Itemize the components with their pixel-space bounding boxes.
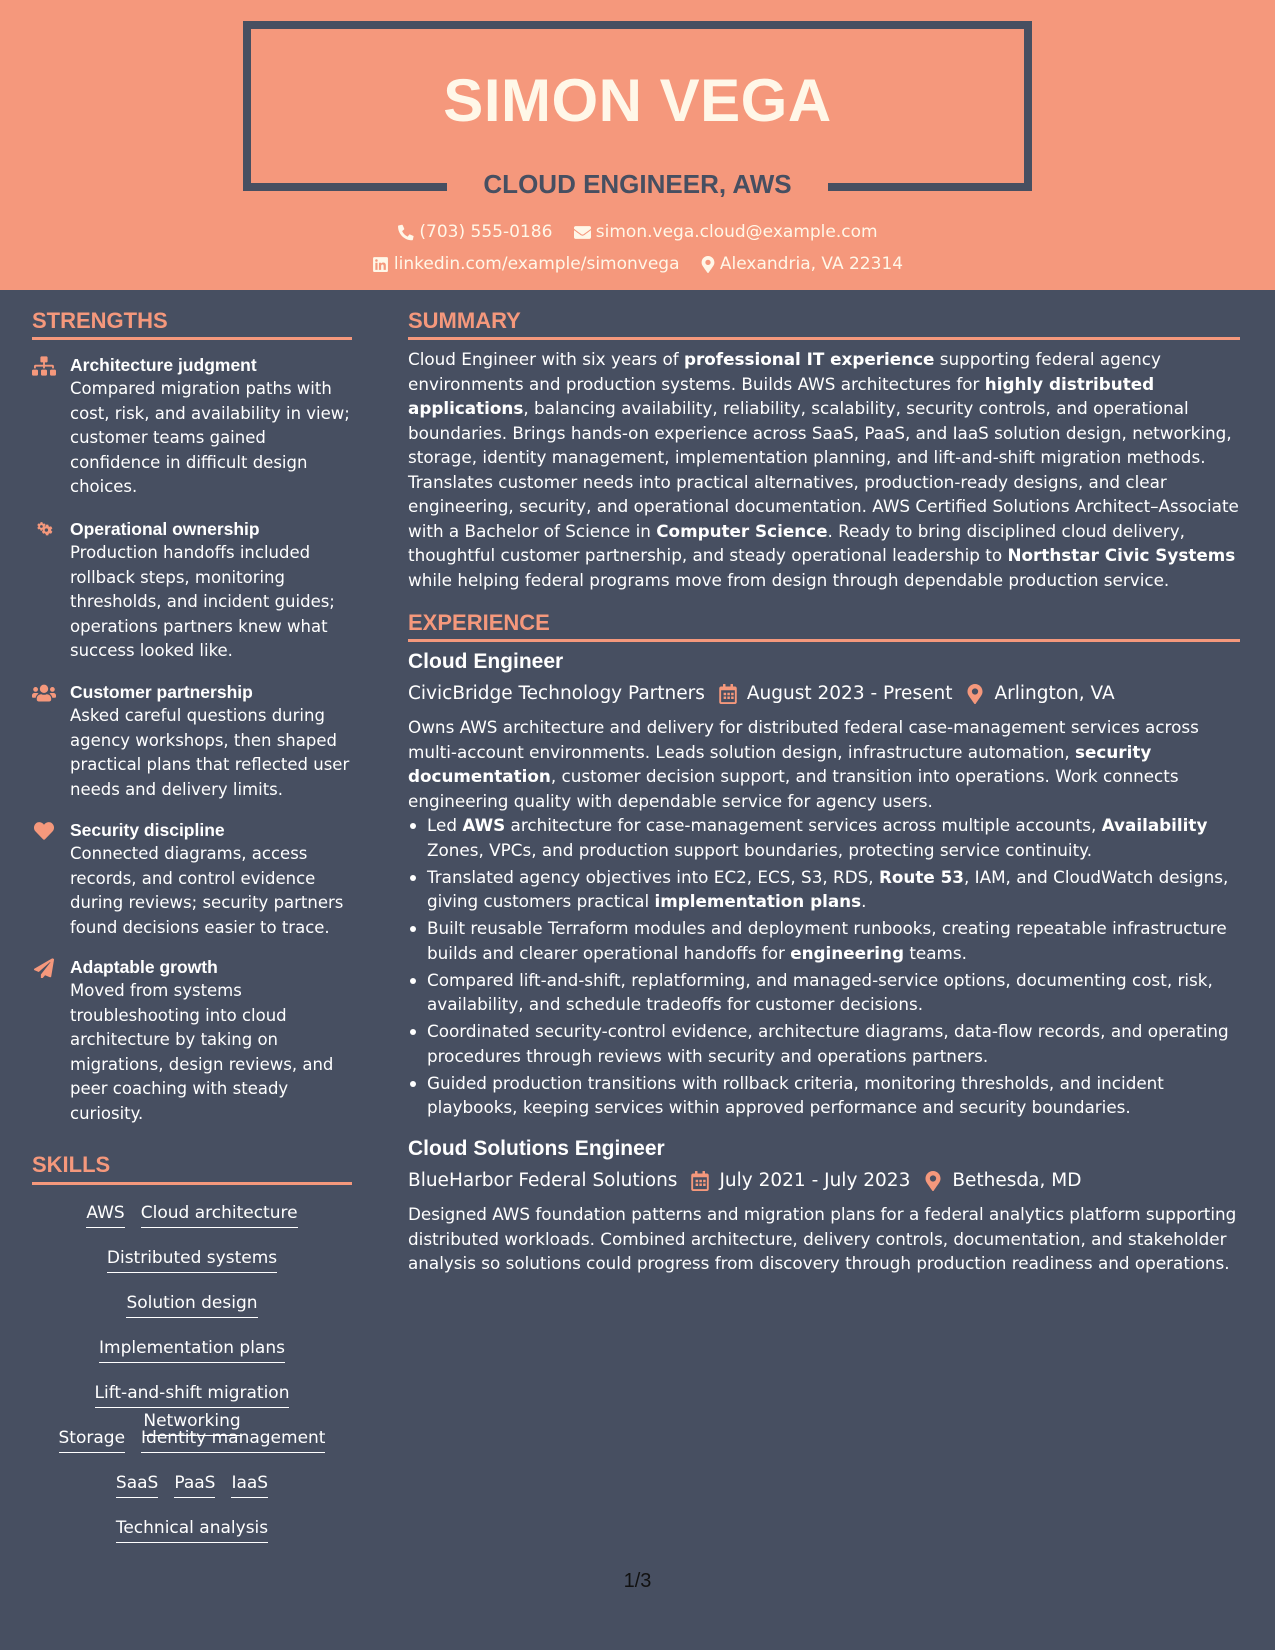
location-text: Alexandria, VA 22314: [719, 254, 904, 274]
bold-text: AWS: [462, 815, 506, 835]
text-run: Compared lift-and-shift, replatforming, and managed-service options, documenting cost, risk, availability, and schedule tradeoffs for customer decisions.: [427, 969, 1213, 1014]
bullet-item: [408, 1071, 1240, 1120]
strength-title: Operational ownership: [70, 519, 260, 539]
strength-desc: Production handoffs included rollback steps, monitoring thresholds, and incident guides; operations partners knew what success looked like.: [70, 543, 335, 660]
job-location: Arlington, VA: [994, 683, 1115, 704]
text-run: . Ready to bring disciplined cloud delivery, thoughtful customer partnership, and steady operational leadership to: [408, 520, 1185, 565]
text-run: architecture for case-management services across multiple accounts,: [505, 815, 1102, 835]
text-run: teams.: [904, 942, 967, 963]
strength-item: [32, 955, 352, 1123]
contact-row-1: [0, 220, 1275, 248]
bold-text: Computer Science: [656, 520, 828, 541]
text-run: Led: [427, 815, 463, 835]
gears-icon: [32, 520, 56, 540]
text-run: Guided production transitions with rollback criteria, monitoring thresholds, and incident playbooks, keeping services within approved performance and security boundaries.: [427, 1072, 1164, 1117]
text-run: , balancing availability, reliability, scalability, security controls, and operational boundaries. Brings hands-on experience across SaaS, PaaS, and IaaS solution design, networking, storage, identity management, implementation planning, and lift-and-shift migration methods. Translates customer needs into practical alternatives, production-ready designs, and clear engineering, security, and operational documentation. AWS Certified Solutions Architect–Associate with a Bachelor of Science in: [408, 398, 1239, 541]
skills-line: [32, 1425, 352, 1453]
bold-text: implementation plans: [654, 891, 862, 911]
strength-title: Architecture judgment: [70, 355, 257, 375]
bold-text: Route 53: [878, 866, 964, 887]
text-run: .: [861, 891, 867, 911]
text-run: supporting federal agency environments and production systems. Builds AWS architectures for: [408, 349, 1161, 394]
contact-row-2: [0, 252, 1275, 280]
skills-rule: [32, 1182, 352, 1185]
skill-tag: Lift-and-shift migration: [95, 1380, 290, 1408]
location-item: [701, 252, 903, 276]
map-marker-icon: [701, 256, 715, 273]
bold-text: Northstar Civic Systems: [1007, 545, 1236, 565]
bold-text: highly distributed applications: [408, 373, 1155, 418]
phone-text: (703) 555-0186: [419, 222, 553, 242]
skill-tag: Cloud architecture: [141, 1200, 298, 1228]
summary-text: [408, 347, 1240, 592]
company-name: CivicBridge Technology Partners: [408, 683, 705, 704]
skills-line: [32, 1200, 352, 1228]
strengths-rule: [32, 337, 352, 340]
candidate-name: SIMON VEGA: [443, 67, 832, 134]
email-item: [574, 220, 878, 244]
calendar-icon: [691, 1171, 709, 1191]
text-run: Owns AWS architecture and delivery for distributed federal case-management services across multi-account environments. Leads solution design, infrastructure automation,: [408, 717, 1199, 762]
strength-item: [32, 818, 352, 937]
text-run: , IAM, and CloudWatch designs, giving customers practical: [427, 866, 1229, 911]
job-dates: July 2021 - July 2023: [719, 1170, 911, 1191]
text-run: Designed AWS foundation patterns and migration plans for a federal analytics platform supporting distributed workloads. Combined architecture, delivery controls, documentation, and stakeholder analysis so solutions could progress from discovery through production readiness and operations.: [408, 1204, 1237, 1273]
heart-icon: [32, 821, 56, 841]
linkedin-text[interactable]: linkedin.com/example/simonvega: [393, 254, 680, 274]
strength-item: [32, 353, 352, 496]
experience-rule: [408, 639, 1240, 642]
text-run: Coordinated security-control evidence, architecture diagrams, data-flow records, and operating procedures through reviews with security and operations partners.: [427, 1021, 1229, 1066]
skill-tag: Technical analysis: [116, 1515, 268, 1543]
strength-desc: Compared migration paths with cost, risk, and availability in view; customer teams gained confidence in difficult design choices.: [70, 379, 350, 496]
sitemap-icon: [32, 356, 56, 376]
job-meta: [408, 680, 1115, 708]
experience-heading: EXPERIENCE: [408, 610, 550, 635]
map-marker-icon: [924, 1171, 942, 1191]
strength-title: Security discipline: [70, 820, 225, 840]
job-title: Cloud Solutions Engineer: [408, 1137, 665, 1160]
job-location: Bethesda, MD: [952, 1170, 1082, 1191]
text-run: Zones, VPCs, and production support boundaries, protecting service continuity.: [427, 839, 1093, 860]
summary-heading: SUMMARY: [408, 308, 521, 333]
skill-tag: Implementation plans: [99, 1335, 285, 1363]
strength-desc: Asked careful questions during agency workshops, then shaped practical plans that reflected user needs and delivery limits.: [70, 706, 350, 799]
skills-line: [32, 1245, 352, 1273]
skills-heading: SKILLS: [32, 1152, 111, 1177]
bold-text: professional IT experience: [683, 349, 935, 369]
skills-line: [32, 1515, 352, 1543]
bullet-item: [408, 865, 1240, 914]
strength-desc: Moved from systems troubleshooting into cloud architecture by taking on migrations, design reviews, and peer coaching with steady curiosity.: [70, 981, 334, 1123]
phone-item: [397, 220, 552, 244]
envelope-icon: [574, 224, 591, 241]
page-number: 1/3: [623, 1570, 652, 1592]
job-title: Cloud Engineer: [408, 650, 564, 673]
bold-text: engineering: [790, 942, 905, 963]
text-run: Built reusable Terraform modules and deployment runbooks, creating repeatable infrastructure builds and clearer operational handoffs for: [427, 918, 1227, 963]
summary-rule: [408, 337, 1240, 340]
text-run: Cloud Engineer with six years of: [408, 349, 684, 369]
skill-tag: Distributed systems: [107, 1245, 277, 1273]
job-meta: [408, 1167, 1081, 1195]
email-text[interactable]: simon.vega.cloud@example.com: [595, 222, 878, 242]
strength-item: [32, 680, 352, 799]
skill-tag: Networking: [143, 1408, 240, 1436]
bullet-item: [408, 968, 1240, 1017]
skills-line: [32, 1290, 352, 1318]
bullet-item: [408, 916, 1240, 965]
strengths-heading: STRENGTHS: [32, 308, 168, 333]
company-name: BlueHarbor Federal Solutions: [408, 1170, 678, 1191]
linkedin-item: [372, 252, 680, 276]
bullet-item: [408, 1019, 1240, 1068]
skills-line: [32, 1470, 352, 1498]
skill-tag: Solution design: [126, 1290, 257, 1318]
strength-title: Adaptable growth: [70, 957, 218, 977]
skills-line: [32, 1335, 352, 1363]
users-icon: [32, 683, 56, 703]
skill-tag: SaaS: [116, 1470, 158, 1498]
strength-desc: Connected diagrams, access records, and control evidence during reviews; security partners found decisions easier to trace.: [70, 844, 344, 937]
text-run: while helping federal programs move from design through dependable production service.: [408, 569, 1170, 590]
map-marker-icon: [966, 684, 984, 704]
strength-item: [32, 517, 352, 660]
skill-tag: Storage: [59, 1425, 126, 1453]
skill-tag: Identity management: [141, 1425, 325, 1453]
job-description: [408, 1202, 1240, 1276]
skill-tag: AWS: [86, 1200, 124, 1228]
header: [0, 0, 1275, 290]
text-run: Translated agency objectives into EC2, ECS, S3, RDS,: [427, 866, 879, 887]
text-run: , customer decision support, and transition into operations. Work connects engineering quality with dependable service for agency users.: [408, 766, 1179, 811]
skill-tag: IaaS: [231, 1470, 268, 1498]
calendar-icon: [719, 684, 737, 704]
bold-text: security documentation: [408, 741, 1152, 786]
job-dates: August 2023 - Present: [746, 683, 953, 704]
job-role: CLOUD ENGINEER, AWS: [447, 160, 828, 210]
bullet-item: [408, 813, 1240, 862]
strength-title: Customer partnership: [70, 682, 253, 702]
paper-plane-icon: [32, 958, 56, 978]
bold-text: Availability: [1101, 815, 1208, 835]
skill-tag: PaaS: [174, 1470, 215, 1498]
job-bullets: [408, 813, 1240, 1122]
job-description: [408, 715, 1240, 813]
phone-icon: [397, 224, 414, 241]
linkedin-icon: [372, 256, 389, 273]
